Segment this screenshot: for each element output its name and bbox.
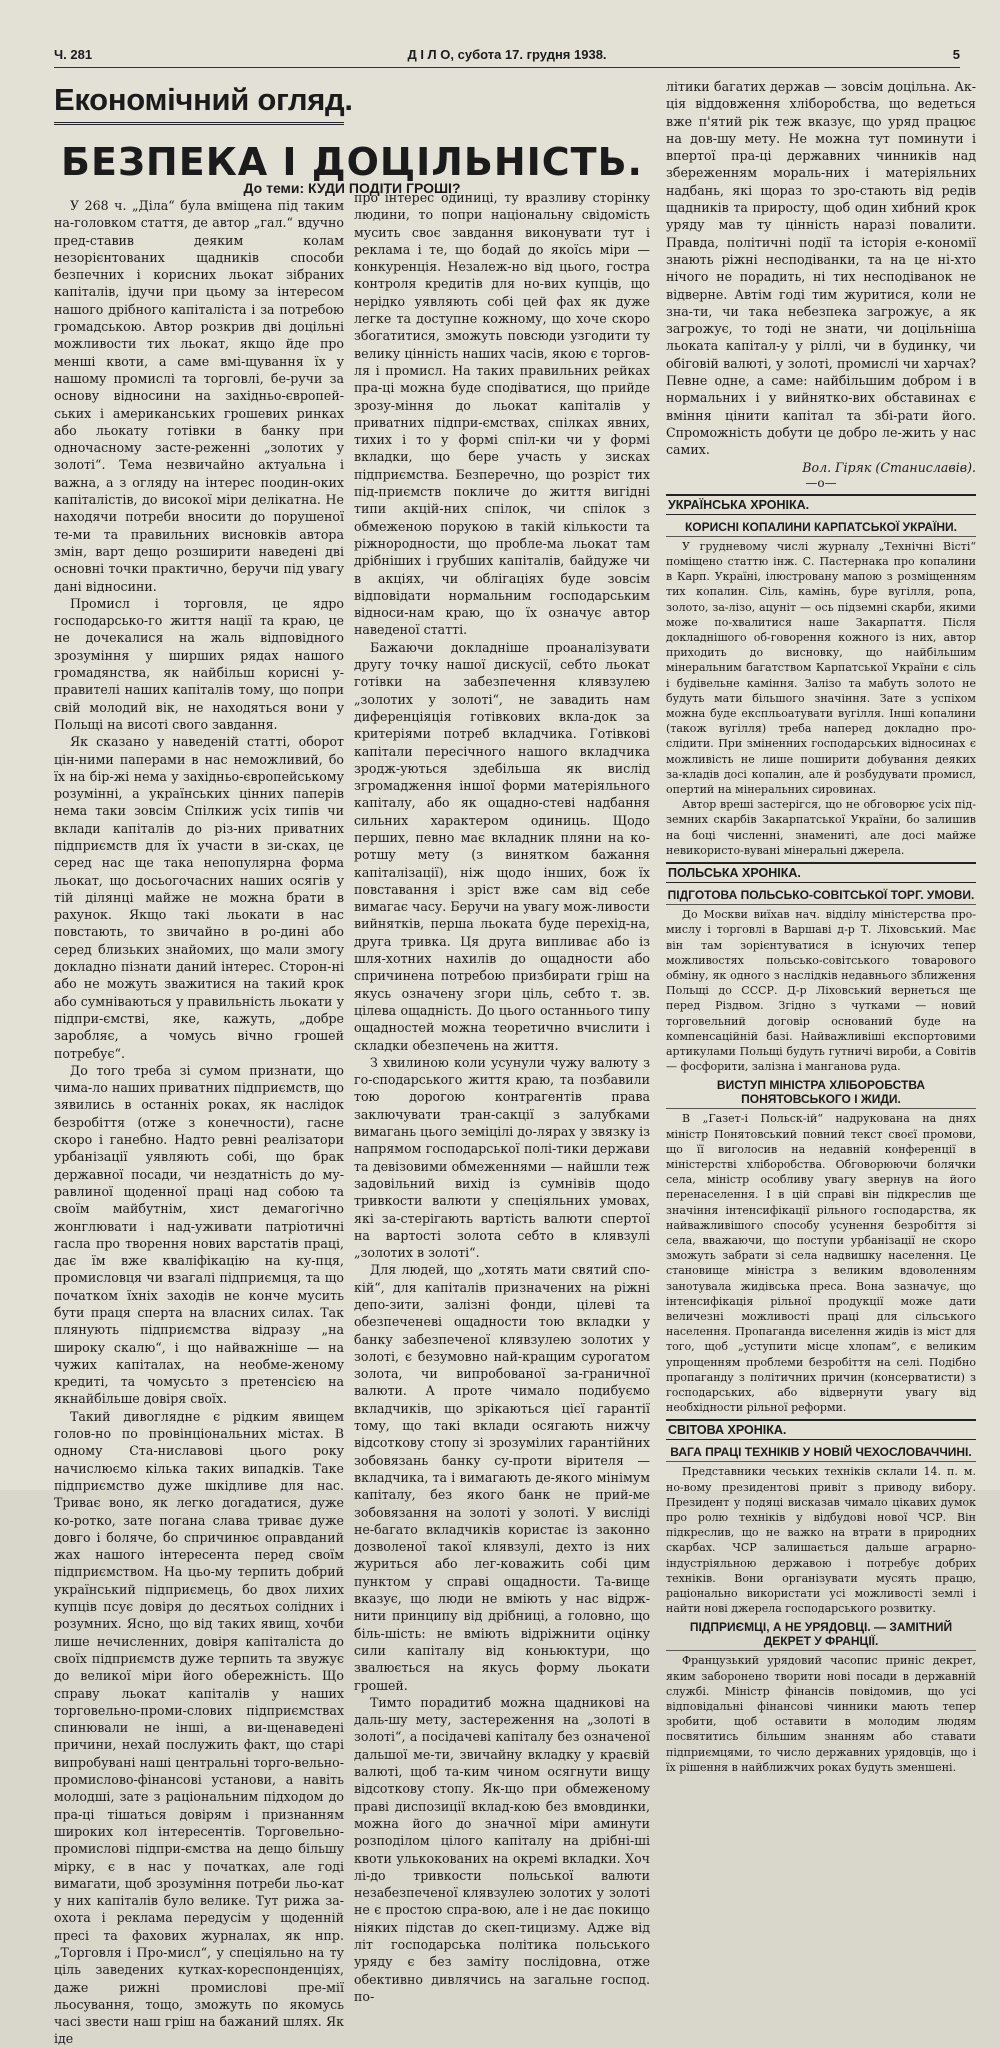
- masthead-date: Д І Л О, субота 17. грудня 1938.: [407, 47, 607, 62]
- article-body-col1: [54, 197, 344, 2048]
- news-body: [666, 1464, 976, 1616]
- paragraph: Тимто порадитиб можна щадникові на даль-шу мету, застереження на „золоті в золоті“, а посідачеві капіталу без означеної дальшої ме-ти, звичайну вкладку у краєвій валюті, щоб та-ким чином осягнути вищу відсоткову стопу. Як-що при обмеженому праві диспозиції вклад-кою без вмовдинки, можна його до значної міри аминути розподілом цілого капіталу на дрібні-ші квоти улькокованих на окремі вкладки. Хоч лі-до тривкости польської валюти незабезпеченої клявзулею золотих у золоті не є простою спра-вою, але і не дає покищо ніяких підстав до скеп-тицизму. Адже від літ господарська політика польського уряду є без заміту послідовна, отже обективно дивлячись на загальне господ. по-: [354, 1694, 650, 2004]
- issue-number: Ч. 281: [54, 47, 93, 62]
- news-headline: КОРИСНІ КОПАЛИНИ КАРПАТСЬКОЇ УКРАЇНИ.: [666, 518, 976, 537]
- page-number: 5: [952, 47, 960, 62]
- article-body-col2: [354, 189, 650, 2005]
- paragraph: Як сказано у наведеній статті, оборот цін-ними паперами в нас неможливий, бо їх на бір-жі нема у західньо-європейському розумінні, а українських цінних паперів нема таки зовсім Спілкиж усіх типів чи вклади капіталів до різ-них приватних підприємств для їх участи в зи-сках, це серед нас ще така непопулярна форма льокат, що досьогочасних наших осягів у тій ділянці майже не можна брати в рахунок. Якщо такі льокати в нас повстають, то звичайно в ро-дині або серед близьких знайомих, що мали змогу докладно пізнати даний інтерес. Сторон-ні або не можуть зважитися на такий крок або сумніваються у правильність льокати у підпри-ємстві, яке, кажуть, „добре заробляє, а чомусь вічно грошей потребує“.: [54, 734, 344, 1061]
- article-title: БЕЗПЕКА І ДОЦІЛЬНІСТЬ.: [61, 140, 643, 184]
- paragraph: Автор вреші застерігся, що не обговорює усіх під-земних скарбів Закарпатської України, бо залишив на боці численні, знамениті, але досі майже невикористо-вувані мінеральні джерела.: [666, 798, 976, 857]
- column-3: [666, 78, 976, 1774]
- paragraph: Бажаючи докладніше проаналізувати другу точку нашої дискусії, себто льокат готівки на забезпечення клявзулею „золотих у золоті“, не завадить нам диференціяція готівкових вкла-док за критеріями потреб вкладчика. Готівкові капітали пересічного нашого вкладчика зродж-уються здебільша як вислід згромадження іншої форми матеріяльного капіталу, або як ощадно-стеві надбання сильних характером одиниць. Щодо перших, певно має вкладник пляни на ко-ротшу мету (з винятком бажання капіталізації), ніж щодо інших, бож їх повставання і зріст вже сам від себе вимагає часу. Беручи на увагу мож-ливости вийнятків, перша льоката буде перехід-на, друга тривка. Ця друга випливає або із шля-хотних нахилів до ощадности або спричинена потребою призбирати гріш на якусь означену згори ціль, себто т. зв. цілева ощадність. До цього останнього типу ощадностей можна теоретично вчислити і складки обезпечень на життя.: [354, 639, 650, 1053]
- running-header: [54, 47, 960, 68]
- paragraph: До того треба зі сумом признати, що чима-ло наших приватних підприємств, що зявились в останніх роках, як наслідок безробіття (отже з конечности), гасне скоро і ганебно. Надто ревні реалізатори урбанізації уявляють собі, що брак державної посади, чи нездатність до му-равлиної щоденної праці над собою та своїм майбутнім, хист демагогічно жонглювати і над-уживати патріотичні гасла про творення нових варстатів праці, дає їм вже кваліфікацію на ку-пця, промисловця чи взагалі підприємця, та що початком їхніх заходів не конче мусить бути праця сперта на власних силах. Так плянують підприємства відразу „на широку скалю“, і що найважніше — на чужих капіталах, на необме-женому кредиті, та чомусьто з претенсією на якнайбільше довіря своїх.: [54, 1062, 344, 1407]
- section-kicker: Економічний огляд.: [54, 78, 344, 125]
- paragraph: В „Газет-і Польск-ій“ надрукована на днях міністр Понятовський повний текст своєї промови, що її виголосив на недавній конференції в міністерстві хліборобства. Обговорюючи болячки села, міністр особливу увагу звернув на його перенаселення. І в цій справі він підкреслив ще значіння інтенсифікації рільного господарства, як найважливішого способу усунення безробіття зі села, вважаючи, що поступи урбанізації не скоро зможуть забрати зі села надвишку населення. Це становище міністра з великим вдоволенням занотувала жидівська преса. Вона зазначує, що інтенсифікація рільної продукції може дати величезні можливості праці для сільського населення. Пропаганда виселення жидів із міст для того, щоб „уступити місце хлопам“, є великим упрощенням проблеми безробіття на селі. Подібно пропаганду з політичних причин (консерватисти) з господарських, або відвернути увагу від необхідности рільної реформи.: [666, 1112, 976, 1415]
- paragraph: У грудневому числі журналу „Технічні Вісті“ поміщено статтю інж. С. Пастернака про копалини в Карп. Україні, ілюстровану мапою з розміщенням тих копалин. Сіль, камінь, буре вугілля, ропа, золото, за-лізо, ацуніт — ось підземні скарби, якими може по-хвалитися наше Закарпаття. Після докладнішого об-говорення кожного із них, автор приходить до висновку, що найбільшим мінеральним багатством Карпатської України є сіль і будівельне каміння. Залізо та мабуть золото не будуть мати більшого значіння. Зате з успіхом можна буде експльоатувати вугілля. Інші копалини (також вугілля) треба наперед докладно про-слідити. При зміненних господарських відносинах є можливість не лише поширити добування деяких за-кладів досі копалин, але й розбудувати промисл, опертий на мінеральних сировинах.: [666, 539, 976, 797]
- separator: —o—: [805, 475, 837, 490]
- news-body: [666, 907, 976, 1074]
- paragraph: До Москви виїхав нач. відділу міністерства про-мислу і торговлі в Варшаві д-р Т. Ліховський. Має він там зорієнтуватися в існуючих тепер можливостях польсько-совітського товарового обміну, як одного з наслідків недавнього зближення Польщі до СССР. Д-р Ліховський вернеться ще перед Різдвом. Згідно з чутками — новий торговельний договір оснований буде на компенсаційній базі. Найважливіші експортовими артикулами Польщі будуть гутничі вироби, а Совітів — фосфорити, залізна і манганова руда.: [666, 908, 976, 1074]
- news-headline: ВАГА ПРАЦІ ТЕХНІКІВ У НОВІЙ ЧЕХОСЛОВАЧЧИНІ.: [666, 1443, 976, 1462]
- paragraph: Для людей, що „хотять мати святий спо-кій“, для капіталів призначених на ріжні депо-зити, залізні фонди, цілеві та обезпеченеві ощадности тою вкладки у банку забезпеченої клявзулею золотих у золоті, є безумовно най-кращим сурогатом золота, чи випробованої за-граничної валюти. А проте чимало подибуємо вкладчиків, що зрікаються цієї гарантії тому, що такі вклади осягають нижчу відсоткову стопу зі зрозумілих гарантійних зобовязань банку су-проти вірителя — вкладчика, та і вимагають де-якого мінімум капіталу, без якого банк не прий-ме зобовязання на золоті у золоті. У висліді не-багато вкладчиків користає із законно дозволеної такої клявзулі, дехто із них журиться або лег-коважить собі цим пунктом у справі ощадности. Тa-вище вказує, що люди не вміють у нас відрж-нити принципу від дрібниці, а головно, що біль-шість: не вміють відріжнити оцінку сили капіталу від коньюктури, що звалюється на якусь форму льокати грошей.: [354, 1262, 650, 1693]
- author-signature: Вол. Гіряк (Станиславів).: [802, 459, 976, 475]
- paragraph: Промисл і торговля, це ядро господарсько-го життя нації та краю, це не дочекалися на жаль відповідного зрозуміння у ширших рядах нашого громадянства, як найбільш корисні у-правителі наших капіталів тому, що попри свій молодий вік, не находяться вони у Польщі на висоті свого завдання.: [54, 595, 344, 732]
- polish-chronicle-heading: ПОЛЬСЬКА ХРОНІКА.: [666, 862, 976, 883]
- world-chronicle-heading: СВІТОВА ХРОНІКА.: [666, 1419, 976, 1440]
- paragraph: Такий дивоглядне є рідким явищем голов-но по провінціональних містах. В одному Ста-ниславові цього року начислюємо кілька таких випадків. Таке підприємство дуже шкідливе для нас. Триває воно, як легко догадатися, дуже ко-ротко, зате погана слава триває дуже довго і боляче, бо спричинює оправданий жах нашого інтересента перед своїм підприємством. На цьо-му терпить добрий український підприємець, бо двох лихих купців псує довіря до десятьох солідних і розумних. Ясно, що від таких явищ, хочби лише нечисленних, довіря капіталіста до своїх підприємств дуже терпить та звужує до великої міри його обережність. Що справу льокат капіталів у наших торговельно-проми-слових підприємствах спинювали не інші, а ви-щенаведені причини, нехай послужить факт, що старі випробувані наші центральні торго-вельно-промислово-фінансові установи, а навіть молодші, зате з раціональним підходом до пра-ці тішаться довірям і признанням широких кол інтересентів. Торговельно-промислові підпри-ємства на дещо більшу мірку, є в нас у початках, але годі вимагати, щоб зрозуміння потреби льо-кат у них капіталів було велике. Тут рижа за-охота і реклама передусім у щоденній пресі та фахових журналах, як нпр. „Торговля і Про-мисл“, у спеціяльно на ту ціль заведених куткаx-кореспонденціях, даже рижні промислові пре-мії льосування, тощо, зможуть по якомусь часі звести наш гріш на бажаний шлях. Як іде: [54, 1408, 344, 2047]
- news-headline: ВИСТУП МІНІСТРА ХЛІБОРОБСТВА ПОНЯТОВСЬКОГО І ЖИДИ.: [666, 1076, 976, 1109]
- paragraph: У 268 ч. „Діла“ була вміщена під таким на-головком стаття, де автор „гал.“ вдучно пред-ставив деяким колам незорієнтованих щадників способи безпечних і корисних льокат зібраних капіталів, ідучи при цьому за інтересом нашого дрібного капіталіста і за потребою громадською. Автор розкрив дві доцільні можливости тих льокат, якщо йде про менші квоти, а саме вмі-щування їх у нашому промислі та торговлі, бе-ручи за основу відносини на західньо-європей-ських і американських грошевих ринках або льокату готівки в банку при одночасному засте-реженні „золотих у золоті“. Тема незвичайно актуальна і важна, а з огляду на інтерес поодин-оких капіталістів, до високої міри делікатна. Не находячи потреби вносити до порушеної те-ми та правильних висновків автора змін, варт дещо розширити наведені дві основні точки практично, беручи під увагу дані відносини.: [54, 198, 344, 594]
- news-body: [666, 1111, 976, 1415]
- paragraph: З хвилиною коли усунули чужу валюту з го-сподарського життя краю, та позбавили тою дорогою контрагентів права заключувати тран-сакції з залубками вимагань цього земіцілі до-лярах у звязку із напрямом господарської полі-тики держави та девізовими обмеженнями — найшли теж задовільний вихід із сумнівів щодо тривкости валюти у спеціяльних умовах, які за-стерігають вартість валюти спертої на вартості золота себто в клявзулі „золотих в золоті“.: [354, 1054, 650, 1261]
- ukrainian-chronicle-heading: УКРАЇНСЬКА ХРОНІКА.: [666, 494, 976, 515]
- column-2: [354, 78, 650, 2004]
- article-subtitle: До теми: КУДИ ПОДІТИ ГРОШІ?: [243, 180, 461, 196]
- news-headline: ПІДГОТОВА ПОЛЬСЬКО-СОВІТСЬКОЇ ТОРГ. УМОВИ.: [666, 886, 976, 905]
- paragraph: Французький урядовий часопис приніс декрет, яким заборонено творити нові посади в державній службі. Міністр фінансів повідомив, що усі відповідальні фінансові чинники мають тепер зробити, щоб оставити в молодим людям посвятитись більшим знанням або ставати підприємцями, то число державних урядовців, що і їх рішення в найближчих роках будуть зменшені.: [666, 1654, 976, 1774]
- news-body: [666, 1653, 976, 1775]
- article-body-col3: [666, 78, 976, 490]
- paragraph: про інтерес одиниці, ту вразливу сторінку людини, то попри національну свідомість мусить своє завдання виконувати тут і реклама і те, що бодай до якоїсь міри — конкуренція. Незалеж-но від цього, гостра контроля кредитів для но-вих купців, що нерідко уявляють собі цей фах як дуже легке та доступне кожному, що хоче скоро збогатитися, зможуть повсюди узгодити ту велику цінність наших часів, якою є торгов-ля і промисл. На таких правильних рейках пра-ці можна буде сподіватися, що прийде зрозу-міння до льокат капіталів у приватних підпри-ємствах, спілках явних, тихих і то у формі спіл-ки чи у формі вкладки, що бере участь у зисках підприємства. Безперечно, що розріст тих під-приємств покличе до життя вигідні типи акцій-них спілок, чи спілок з обмеженою порукою в такій кількости та ріжнородности, що пробле-ма льокат там дрібніших і грубших капіталів, байдуже чи в акціях, чи облігаціях буде зовсім відповідати нормальним господарським відноси-нам краю, що їх означує автор наведеної статті.: [354, 190, 650, 638]
- paragraph: літики багатих держав — зовсім доцільна. Ак-ція віддовження хліборобства, що ведеться вже п'ятий рік теж вказує, що уряд працює на дов-шу мету. Не можна тут поминути і впертої пра-ці державних чинників над збереженням мораль-них і матеріяльних надбань, які щораз то зро-стають від редів щадників та приросту, щоб один хибний крок уряду мав ту цінність наразі повалити. Правда, політичні події та історія е-кономії знають ріжні несподіванки, та на це ні-хто нічого не порадить, ні тих несподіванок не відверне. Автім годі тим журитися, коли не зна-ти, чи така небезпека загрожує, а як загрожує, то тоді не знати, чи доцільніша льоката капітал-у у ріллі, чи в будинку, чи обіговій валюті, у золоті, промислі чи харчах? Певне одне, а саме: найбільшим добром і в нормальних і у вийняткo-вих обставинах є вміння цінити капітал та збі-рати його. Спроможність добути це добро ле-жить у нас самих.: [666, 79, 976, 458]
- news-body: [666, 539, 976, 858]
- news-headline: ПІДПРИЄМЦІ, А НЕ УРЯДОВЦІ. — ЗАМІТНИЙ ДЕКРЕТ У ФРАНЦІЇ.: [666, 1618, 976, 1651]
- paragraph: Представники чеських техніків склали 14. п. м. но-вому президентові привіт з приводу вибору. Президент у подяці висказав чимало цікавих думок про ролю техніків у відбудові нової ЧСР. Він підкреслив, що не важко на втрати в природних скарбах. ЧСР залишається дальше аграрно-індустріяльною державою і потребує добрих техніків. Вони організувати мусять працю, раціонально використати усі можливості землі і найти нові джерела господарського розвитку.: [666, 1465, 976, 1616]
